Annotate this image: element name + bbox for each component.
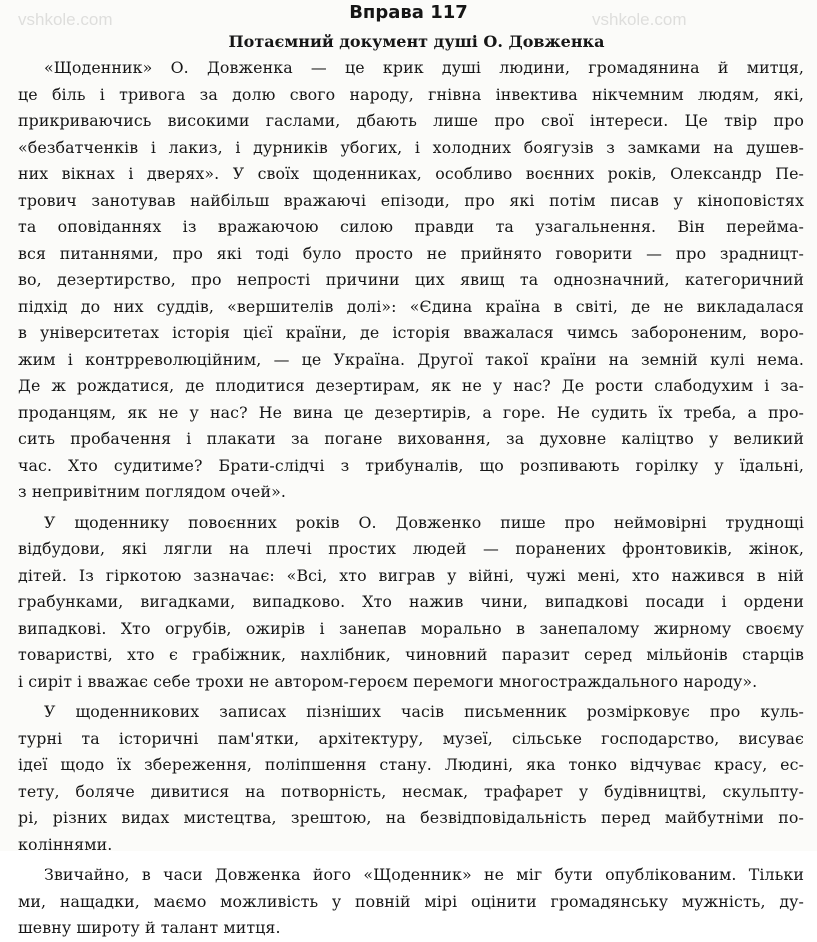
- text-line: У щоденникових записах пізніших часів письменник розмірковує про куль-: [44, 702, 804, 721]
- text-line: коліннями.: [18, 834, 113, 854]
- text-line: «безбатченків і лакиз, і дурників убогих, і холодних боягузів з замками на душев-: [18, 137, 804, 157]
- text-line: ми, нащадки, маємо можливість у повній мірі оцінити громадянську мужність, ду-: [18, 891, 804, 911]
- body-text: [18, 55, 804, 942]
- watermark-left: vshkole.com: [18, 10, 113, 29]
- text-line: товаристві, хто є грабіжник, нахлібник, чиновний паразит серед мільйонів старців: [18, 645, 804, 664]
- text-line: жим і контрреволюційним, — це Україна. Другої такої країни на земній кулі нема.: [18, 349, 804, 369]
- text-line: вся питаннями, про які тоді було просто не прийнято говорити — про зрадницт-: [18, 243, 804, 263]
- paragraph-1: [18, 55, 804, 506]
- text-line: час. Хто судитиме? Брати-слідчі з трибуналів, що розпивають горілку у їдальні,: [18, 455, 804, 475]
- watermark-right: vshkole.com: [592, 10, 687, 29]
- text-line: з непривітним поглядом очей».: [18, 482, 287, 501]
- paragraph-4: [18, 862, 804, 942]
- text-line: рі, різних видах мистецтва, зрештою, на безвідповідальність перед майбутніми по-: [18, 808, 804, 827]
- text-line: «Щоденник» О. Довженка — це крик душі людини, громадянина й митця,: [44, 58, 804, 77]
- text-line: тету, боляче дивитися на потворність, несмак, трафарет у будівництві, скульпту-: [18, 781, 804, 801]
- text-line: прикриваючись високими гаслами, дбають лише про свої інтереси. Це твір про: [18, 111, 804, 130]
- text-line: підхід до них суддів, «вершителів долі»: «Єдина країна в світі, де не викладалася: [18, 296, 804, 316]
- text-line: сить пробачення і плакати за погане виховання, за духовне каліцтво у великий: [18, 429, 804, 448]
- text-line: них вікнах і дверях». У своїх щоденниках, особливо воєнних років, Олександр Пе-: [18, 164, 804, 183]
- text-line: грабунками, вигадками, випадково. Хто нажив чини, випадкові посади і ордени: [18, 592, 804, 611]
- text-line: відбудови, які лягли на плечі простих людей — поранених фронтовиків, жінок,: [18, 539, 804, 558]
- text-line: У щоденнику повоєнних років О. Довженко пише про неймовірні труднощі: [44, 512, 804, 532]
- text-line: і сиріт і вважає себе трохи не автором-героєм перемоги многостраждального народу».: [18, 671, 758, 691]
- text-line: ідеї щодо їх збереження, поліпшення стану. Людині, яка тонко відчуває красу, ес-: [18, 755, 804, 774]
- text-line: Звичайно, в часи Довженка його «Щоденник» не міг бути опублікованим. Тільки: [44, 865, 804, 884]
- text-line: дітей. Із гіркотою зазначає: «Всі, хто виграв у війні, чужі мені, хто нажився в ній: [18, 565, 804, 585]
- text-line: трович занотував найбільш вражаючі епізоди, про які потім писав у кіноповістях: [18, 190, 804, 210]
- text-line: в університетах історія цієї країни, де історія вважалася чимсь забороненим, воро-: [18, 323, 804, 342]
- text-line: проданцям, як не у нас? Не вина це дезертирів, а горе. Не судить їх треба, а про-: [18, 402, 804, 422]
- exercise-heading: Вправа 117: [349, 2, 468, 23]
- text-line: це біль і тривога за долю свого народу, гнівна інвектива нікчемним людям, які,: [18, 84, 804, 104]
- paragraph-2: [18, 510, 804, 696]
- text-line: шевну широту й талант митця.: [18, 918, 281, 937]
- text-line: турні та історичні пам'ятки, архітектуру, музеї, сільське господарство, висуває: [18, 728, 804, 748]
- paragraph-3: [18, 699, 804, 858]
- text-line: во, дезертирство, про непрості причини цих явищ та однозначний, категоричний: [18, 270, 804, 289]
- text-line: та оповіданнях із вражаючою силою правди та узагальнення. Він перейма-: [18, 217, 804, 236]
- text-line: Де ж рождатися, де плодитися дезертирам, як не у нас? Де рости слабодухим і за-: [18, 376, 804, 395]
- text-title: Потаємний документ душі О. Довженка: [228, 32, 605, 51]
- text-line: випадкові. Хто огрубів, ожирів і занепав морально в занепалому жирному своєму: [18, 618, 804, 638]
